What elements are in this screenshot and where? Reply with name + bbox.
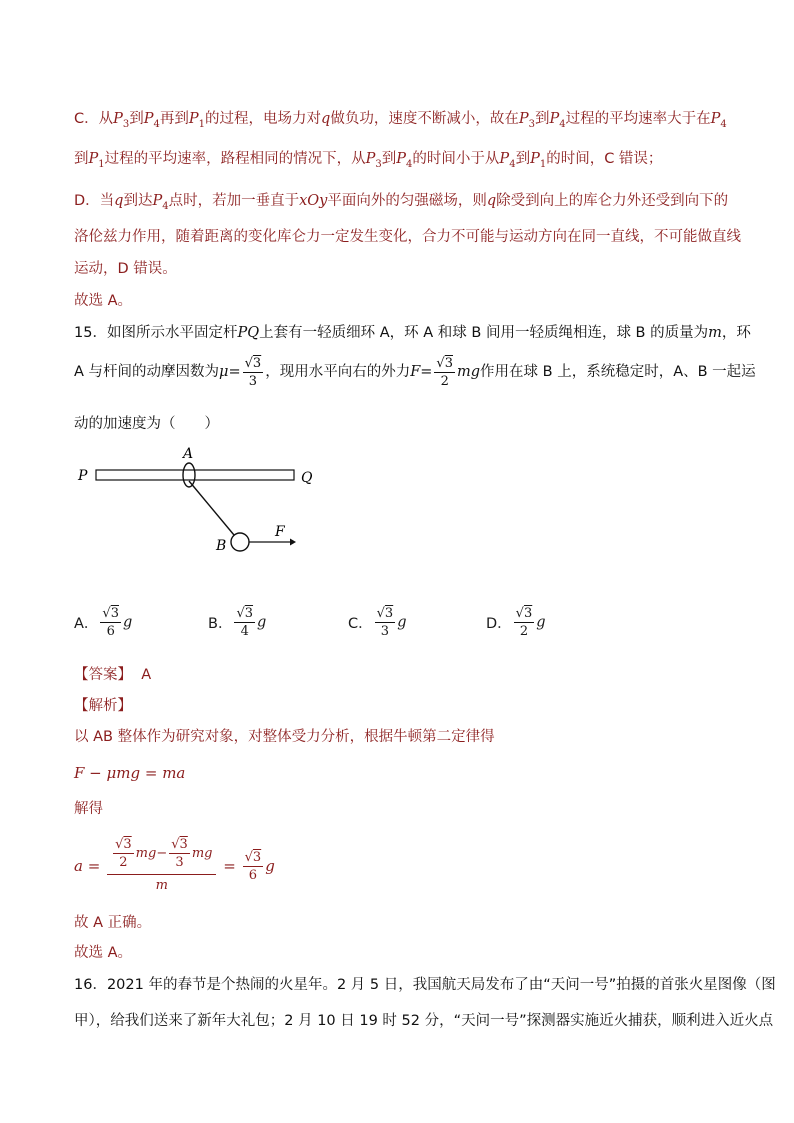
symbol-f: F (410, 364, 421, 380)
option-fraction: $\frac{√3}{2}$ (515, 606, 533, 639)
question-15-line3: 动的加速度为（ ） (74, 416, 219, 432)
subscript: 4 (559, 119, 566, 130)
big-fraction (107, 836, 216, 897)
choose-answer-line: 故选 A。 (74, 293, 133, 309)
text: 过程的平均速率，路程相同的情况下，从 (104, 151, 366, 167)
radicand: 3 (244, 606, 254, 621)
subscript: 1 (198, 119, 206, 130)
symbol-g: g (265, 857, 275, 875)
text: C．从 (74, 111, 114, 127)
text: 到 (129, 111, 144, 127)
minus-sign: − (156, 846, 168, 861)
symbol-p: P (396, 151, 407, 167)
denominator: 3 (380, 624, 390, 639)
option-label: C． (348, 616, 373, 632)
label-q: Q (301, 470, 313, 486)
text: 到 (74, 151, 89, 167)
choose-line: 故选 A。 (74, 945, 133, 961)
fraction-sqrt3-over-3: $\frac{√3}{3}$ (171, 837, 188, 870)
symbol-p: P (518, 111, 529, 127)
symbol-p: P (365, 151, 376, 167)
option-d-explanation-line2: 洛伦兹力作用，随着距离的变化库仑力一定发生变化，合力不可能与运动方向在同一直线，不可能做直线 (74, 229, 741, 245)
text: D．当 (74, 193, 115, 209)
denominator-m: m (155, 878, 168, 893)
option-d-explanation-line1 (74, 192, 728, 216)
text: 再到 (159, 111, 189, 127)
denominator: 6 (248, 868, 258, 883)
denominator: 3 (248, 373, 258, 389)
ball-b (231, 533, 249, 551)
symbol-p: P (88, 151, 99, 167)
option-a[interactable] (74, 605, 132, 640)
text: 15．如图所示水平固定杆 (74, 325, 238, 341)
text: ，现用水平向右的外力 (265, 364, 411, 380)
subscript: 1 (98, 159, 105, 170)
symbol-mg: mg (135, 846, 157, 861)
subscript: 3 (122, 119, 130, 130)
equals-sign: = (87, 857, 101, 875)
option-label: D． (486, 616, 512, 632)
subscript: 4 (509, 159, 516, 170)
radicand: 3 (110, 606, 119, 621)
answer-value: A (141, 667, 152, 683)
analysis-line: 以 AB 整体作为研究对象，对整体受力分析，根据牛顿第二定律得 (74, 729, 495, 745)
label-p: P (78, 468, 88, 484)
text: 上套有一轻质细环 A，环 A 和球 B 间用一轻质绳相连，球 B 的质量为 (259, 325, 709, 341)
symbol-p: P (152, 193, 163, 209)
question-15-line2 (74, 354, 756, 390)
answer-line (74, 666, 151, 684)
text: A 与杆间的动摩因数为 (74, 364, 220, 380)
option-fraction: $\frac{√3}{4}$ (236, 606, 254, 639)
result-fraction: $\frac{√3}{6}$ (244, 850, 262, 883)
analysis-tag: 【解析】 (74, 698, 132, 714)
subscript: 1 (539, 159, 547, 170)
radicand: 3 (252, 355, 262, 371)
text: 到达 (123, 193, 153, 209)
rod-ring-ball-diagram (70, 440, 330, 570)
fraction-sqrt3-over-3: $\frac{√3}{3}$ (244, 355, 262, 389)
text: 做负功，速度不断减小，故在 (330, 111, 519, 127)
denominator: 6 (106, 624, 115, 639)
solve-label: 解得 (74, 801, 103, 817)
subscript: 4 (153, 119, 160, 130)
symbol-mg: mg (191, 846, 213, 861)
text: 的时间小于从 (412, 151, 500, 167)
question-16-line1: 16．2021 年的春节是个热闹的火星年。2 月 5 日，我国航天局发布了由“天问一号”拍摄的首张火星图像（图 (74, 977, 776, 993)
equation-acceleration (74, 836, 275, 897)
denominator: 3 (175, 855, 184, 870)
option-label: B． (208, 616, 233, 632)
symbol-m: m (708, 325, 722, 341)
label-b: B (216, 538, 227, 554)
radicand: 3 (179, 837, 188, 852)
radicand: 3 (444, 355, 453, 371)
denominator: 4 (240, 624, 249, 639)
symbol-g: g (123, 614, 133, 631)
option-d[interactable] (486, 605, 546, 640)
text: 的时间，C 错误； (546, 151, 663, 167)
question-16-line2: 甲），给我们送来了新年大礼包；2 月 10 日 19 时 52 分，“天问一号”探测器实施近火捕获，顺利进入近火点 (74, 1013, 774, 1029)
question-15-line1 (74, 324, 751, 342)
radicand: 3 (523, 606, 533, 621)
symbol-p: P (499, 151, 510, 167)
symbol-q: q (321, 111, 331, 127)
symbol-g: g (536, 614, 546, 631)
conclusion-line: 故 A 正确。 (74, 915, 152, 931)
radicand: 3 (123, 837, 132, 852)
symbol-p: P (530, 151, 540, 167)
symbol-p: P (113, 111, 123, 127)
text: 到 (534, 111, 550, 127)
text: 到 (381, 151, 397, 167)
subscript: 3 (528, 119, 535, 130)
text: 作用在球 B 上，系统稳定时，A、B 一起运 (480, 364, 756, 380)
equals-sign: = (223, 857, 236, 875)
subscript: 4 (162, 201, 169, 212)
text: 到 (515, 151, 531, 167)
text: 的过程，电场力对 (205, 111, 322, 127)
subscript: 4 (720, 119, 727, 130)
force-arrowhead (290, 539, 296, 546)
radicand: 3 (252, 850, 262, 865)
denominator: 2 (119, 855, 128, 870)
option-fraction: $\frac{√3}{3}$ (376, 606, 394, 639)
subscript: 3 (375, 159, 382, 170)
option-d-explanation-line3: 运动，D 错误。 (74, 261, 177, 277)
option-c-explanation-line2 (74, 150, 662, 174)
label-f: F (275, 524, 285, 540)
fraction-sqrt3-over-2: $\frac{√3}{2}$ (115, 837, 132, 870)
text: 平面向外的匀强磁场，则 (327, 193, 487, 209)
symbol-q: q (486, 193, 497, 209)
symbol-g: g (257, 614, 267, 631)
symbol-g: g (397, 614, 407, 631)
symbol-a: a (74, 857, 83, 875)
symbol-p: P (549, 111, 560, 127)
subscript: 4 (406, 159, 413, 170)
option-c[interactable] (348, 605, 407, 640)
symbol-pq: PQ (237, 325, 260, 341)
option-fraction: $\frac{√3}{6}$ (102, 606, 119, 639)
text: 点时，若加一垂直于 (168, 193, 300, 209)
denominator: 2 (440, 373, 449, 389)
option-c-explanation-line1 (74, 110, 727, 134)
fraction-sqrt3-over-2: $\frac{√3}{2}$ (436, 355, 453, 389)
symbol-p: P (143, 111, 154, 127)
label-a: A (183, 446, 194, 462)
denominator: 2 (519, 624, 529, 639)
symbol-p: P (188, 111, 199, 127)
radicand: 3 (384, 606, 394, 621)
answer-tag: 【答案】 (74, 667, 132, 683)
equals-sign: = (420, 364, 433, 380)
symbol-mg: mg (457, 364, 481, 380)
text: ，环 (721, 325, 751, 341)
option-b[interactable] (208, 605, 266, 640)
option-label: A． (74, 616, 99, 632)
symbol-xoy: xOy (299, 193, 328, 209)
text: 除受到向上的库仑力外还受到向下的 (496, 193, 729, 209)
text: 过程的平均速率大于在 (565, 111, 711, 127)
symbol-p: P (710, 111, 721, 127)
symbol-mu: μ (219, 364, 229, 380)
string (189, 481, 234, 535)
equals-sign: = (228, 364, 241, 380)
symbol-q: q (114, 193, 124, 209)
equation-newton-second-law: F − μmg = ma (74, 764, 186, 782)
